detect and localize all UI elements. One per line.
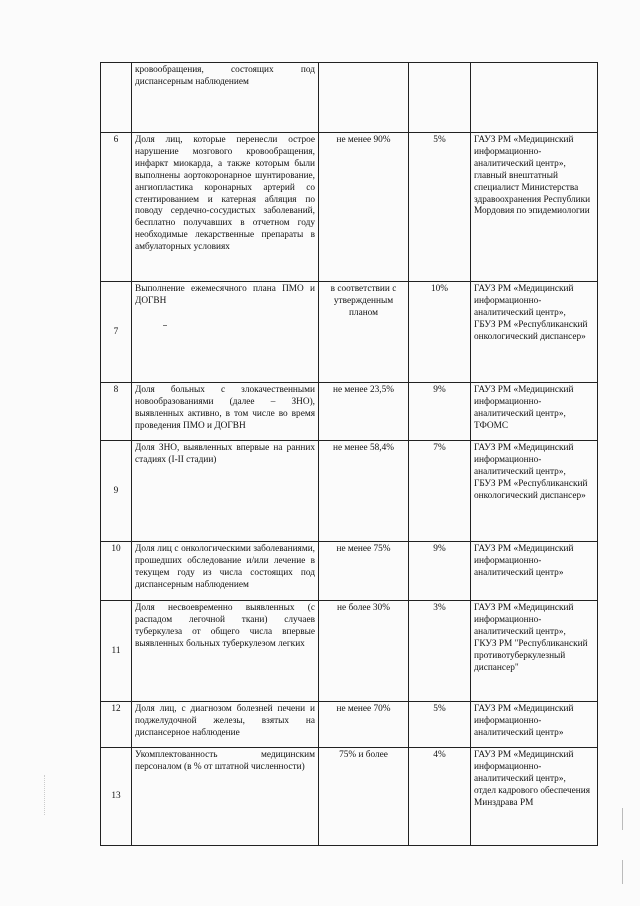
row-number: 10 (101, 542, 132, 601)
weight-value (409, 63, 471, 133)
weight-value: 5% (409, 133, 471, 282)
scan-mark (163, 325, 167, 326)
indicators-table (100, 62, 598, 846)
responsible-org: ГАУЗ РМ «Медицинский информационно-аналитический центр», (474, 750, 574, 784)
row-number (101, 63, 132, 133)
scan-edge-mark (622, 860, 623, 884)
row-number: 8 (101, 383, 132, 441)
table-row (101, 282, 598, 383)
responsible-cell (471, 383, 598, 441)
responsible-org: ГКУЗ РМ "Республиканский противотуберкулезный диспансер" (474, 638, 588, 673)
indicator-text: Доля ЗНО, выявленных впервые на ранних стадиях (I-II стадии) (132, 441, 319, 542)
row-number: 7 (101, 282, 132, 383)
table-row (101, 601, 598, 702)
weight-value: 5% (409, 702, 471, 748)
responsible-cell (471, 441, 598, 542)
responsible-org: главный внештатный специалист Министерства здравоохранения Республики Мордовия по эпидемиологии (474, 170, 591, 217)
weight-value: 7% (409, 441, 471, 542)
target-value (319, 63, 409, 133)
row-number: 11 (101, 601, 132, 702)
responsible-org: ГБУЗ РМ «Республиканский онкологический диспансер» (474, 478, 588, 501)
target-value: не менее 58,4% (319, 441, 409, 542)
target-value: 75% и более (319, 748, 409, 846)
responsible-org: ГАУЗ РМ «Медицинский информационно-аналитический центр», (474, 284, 574, 318)
responsible-cell (471, 702, 598, 748)
responsible-org: ГАУЗ РМ «Медицинский информационно-аналитический центр» (474, 704, 574, 738)
table-row (101, 383, 598, 441)
responsible-org: отдел кадрового обеспечения Минздрава РМ (474, 785, 590, 808)
table-row (101, 702, 598, 748)
table-row (101, 441, 598, 542)
target-value: не более 30% (319, 601, 409, 702)
row-number: 12 (101, 702, 132, 748)
row-number: 9 (101, 441, 132, 542)
weight-value: 3% (409, 601, 471, 702)
weight-value: 9% (409, 383, 471, 441)
responsible-org: ГАУЗ РМ «Медицинский информационно-аналитический центр», (474, 385, 574, 419)
target-value: не менее 75% (319, 542, 409, 601)
table-row (101, 133, 598, 282)
weight-value: 4% (409, 748, 471, 846)
responsible-org: ГАУЗ РМ «Медицинский информационно-аналитический центр», (474, 443, 574, 477)
table-row (101, 542, 598, 601)
responsible-org: ГБУЗ РМ «Республиканский онкологический диспансер» (474, 319, 588, 342)
table-row (101, 63, 598, 133)
indicator-text: Доля лиц, которые перенесли острое нарушение мозгового кровообращения, инфаркт миокарда, а также которым были выполнены аортокоронарное шунтирование, ангиопластика коронарных артерий со стентированием и катерная абляция по поводу сердечно-сосудистых заболеваний, бесплатно получавших в отчетном году необходимые лекарственные препараты в амбулаторных условиях (132, 133, 319, 282)
responsible-org: ГАУЗ РМ «Медицинский информационно-аналитический центр», (474, 135, 574, 169)
responsible-cell (471, 748, 598, 846)
indicator-text: Укомплектованность медицинским персоналом (в % от штатной численности) (132, 748, 319, 846)
row-number: 6 (101, 133, 132, 282)
target-value: не менее 90% (319, 133, 409, 282)
row-number: 13 (101, 748, 132, 846)
responsible-cell (471, 133, 598, 282)
weight-value: 10% (409, 282, 471, 383)
responsible-cell (471, 542, 598, 601)
indicator-text: кровообращения, состоящих под диспансерным наблюдением (132, 63, 319, 133)
indicator-text: Доля лиц с онкологическими заболеваниями, прошедших обследование и/или лечение в текущем году из числа состоящих под диспансерным наблюдением (132, 542, 319, 601)
indicator-text: Доля лиц, с диагнозом болезней печени и поджелудочной железы, взятых на диспансерное наблюдение (132, 702, 319, 748)
table-row (101, 748, 598, 846)
target-value: не менее 70% (319, 702, 409, 748)
indicator-text: Доля больных с злокачественными новообразованиями (далее – ЗНО), выявленных активно, в том числе во время проведения ПМО и ДОГВН (132, 383, 319, 441)
scan-dots (44, 775, 46, 815)
weight-value: 9% (409, 542, 471, 601)
indicator-text: Выполнение ежемесячного плана ПМО и ДОГВН (132, 282, 319, 383)
target-value: не менее 23,5% (319, 383, 409, 441)
scan-edge-mark (622, 808, 623, 830)
responsible-cell (471, 601, 598, 702)
responsible-org: ГАУЗ РМ «Медицинский информационно-аналитический центр», (474, 603, 574, 637)
responsible-org: ГАУЗ РМ «Медицинский информационно-аналитический центр» (474, 544, 574, 578)
responsible-cell (471, 63, 598, 133)
target-value: в соответствии с утвержденным планом (319, 282, 409, 383)
responsible-cell (471, 282, 598, 383)
indicator-text: Доля несвоевременно выявленных (с распадом легочной ткани) случаев туберкулеза от общего числа впервые выявленных больных туберкулезом легких (132, 601, 319, 702)
responsible-org: ТФОМС (474, 420, 509, 431)
